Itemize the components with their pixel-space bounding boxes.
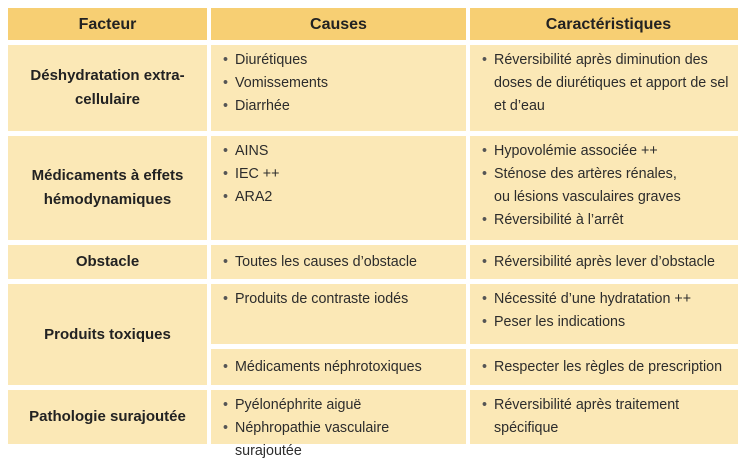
characteristic-continuation: doses de diurétiques et apport de sel (494, 75, 729, 91)
header-characteristics: Caractéristiques (470, 8, 738, 40)
characteristic-item: • Réversibilité après diminution des (482, 49, 738, 72)
factor-line: hémodynamiques (43, 191, 172, 208)
cause-item: • Diarrhée (223, 95, 458, 118)
characteristic-item: • Respecter les règles de prescription (482, 356, 722, 379)
characteristic-item: • Réversibilité après lever d’obstacle (482, 251, 715, 274)
factors-table (8, 8, 738, 459)
factor-added-pathology: Pathologie surajoutée (8, 390, 207, 444)
cause-item: • AINS (223, 140, 458, 163)
factor-hemodynamic-drugs (8, 136, 207, 240)
factor-line: cellulaire (74, 91, 141, 108)
cause-item: • IEC ++ (223, 163, 458, 186)
characteristic-continuation: ou lésions vasculaires graves (494, 189, 681, 205)
characteristics-cell (470, 45, 738, 131)
characteristics-cell (470, 284, 738, 344)
characteristics-cell (470, 136, 738, 240)
characteristic-item: • Sténose des artères rénales, (482, 163, 738, 186)
cause-item: • Produits de contraste iodés (223, 288, 458, 311)
cause-item: • ARA2 (223, 186, 458, 209)
factor-line: Déshydratation extra- (30, 67, 185, 84)
characteristics-cell (470, 245, 738, 279)
characteristics-cell (470, 390, 738, 444)
header-causes: Causes (211, 8, 466, 40)
factor-obstacle: Obstacle (8, 245, 207, 279)
causes-cell (211, 390, 466, 459)
characteristic-continuation: et d’eau (494, 98, 545, 114)
causes-cell (211, 45, 466, 131)
characteristic-item: • Réversibilité à l’arrêt (482, 209, 738, 232)
cause-item: • Vomissements (223, 72, 458, 95)
characteristic-continuation: spécifique (494, 420, 559, 436)
characteristic-item: • Hypovolémie associée ++ (482, 140, 738, 163)
causes-cell (211, 245, 466, 279)
characteristic-item: • Nécessité d’une hydratation ++ (482, 288, 738, 311)
characteristics-cell (470, 349, 738, 385)
cause-item: • Médicaments néphrotoxiques (223, 356, 422, 379)
factor-toxic-products: Produits toxiques (8, 284, 207, 385)
factor-line: Médicaments à effets (31, 167, 184, 184)
factor-dehydration (8, 45, 207, 131)
characteristic-item: • Peser les indications (482, 311, 738, 334)
cause-item: • Diurétiques (223, 49, 458, 72)
header-factor: Facteur (8, 8, 207, 40)
cause-item: • Pyélonéphrite aiguë (223, 394, 458, 417)
causes-cell (211, 349, 466, 385)
cause-item: • Toutes les causes d’obstacle (223, 251, 417, 274)
cause-item: • Néphropathie vasculaire surajoutée (223, 417, 458, 463)
causes-cell (211, 284, 466, 344)
characteristic-item: • Réversibilité après traitement (482, 394, 738, 417)
causes-cell (211, 136, 466, 240)
